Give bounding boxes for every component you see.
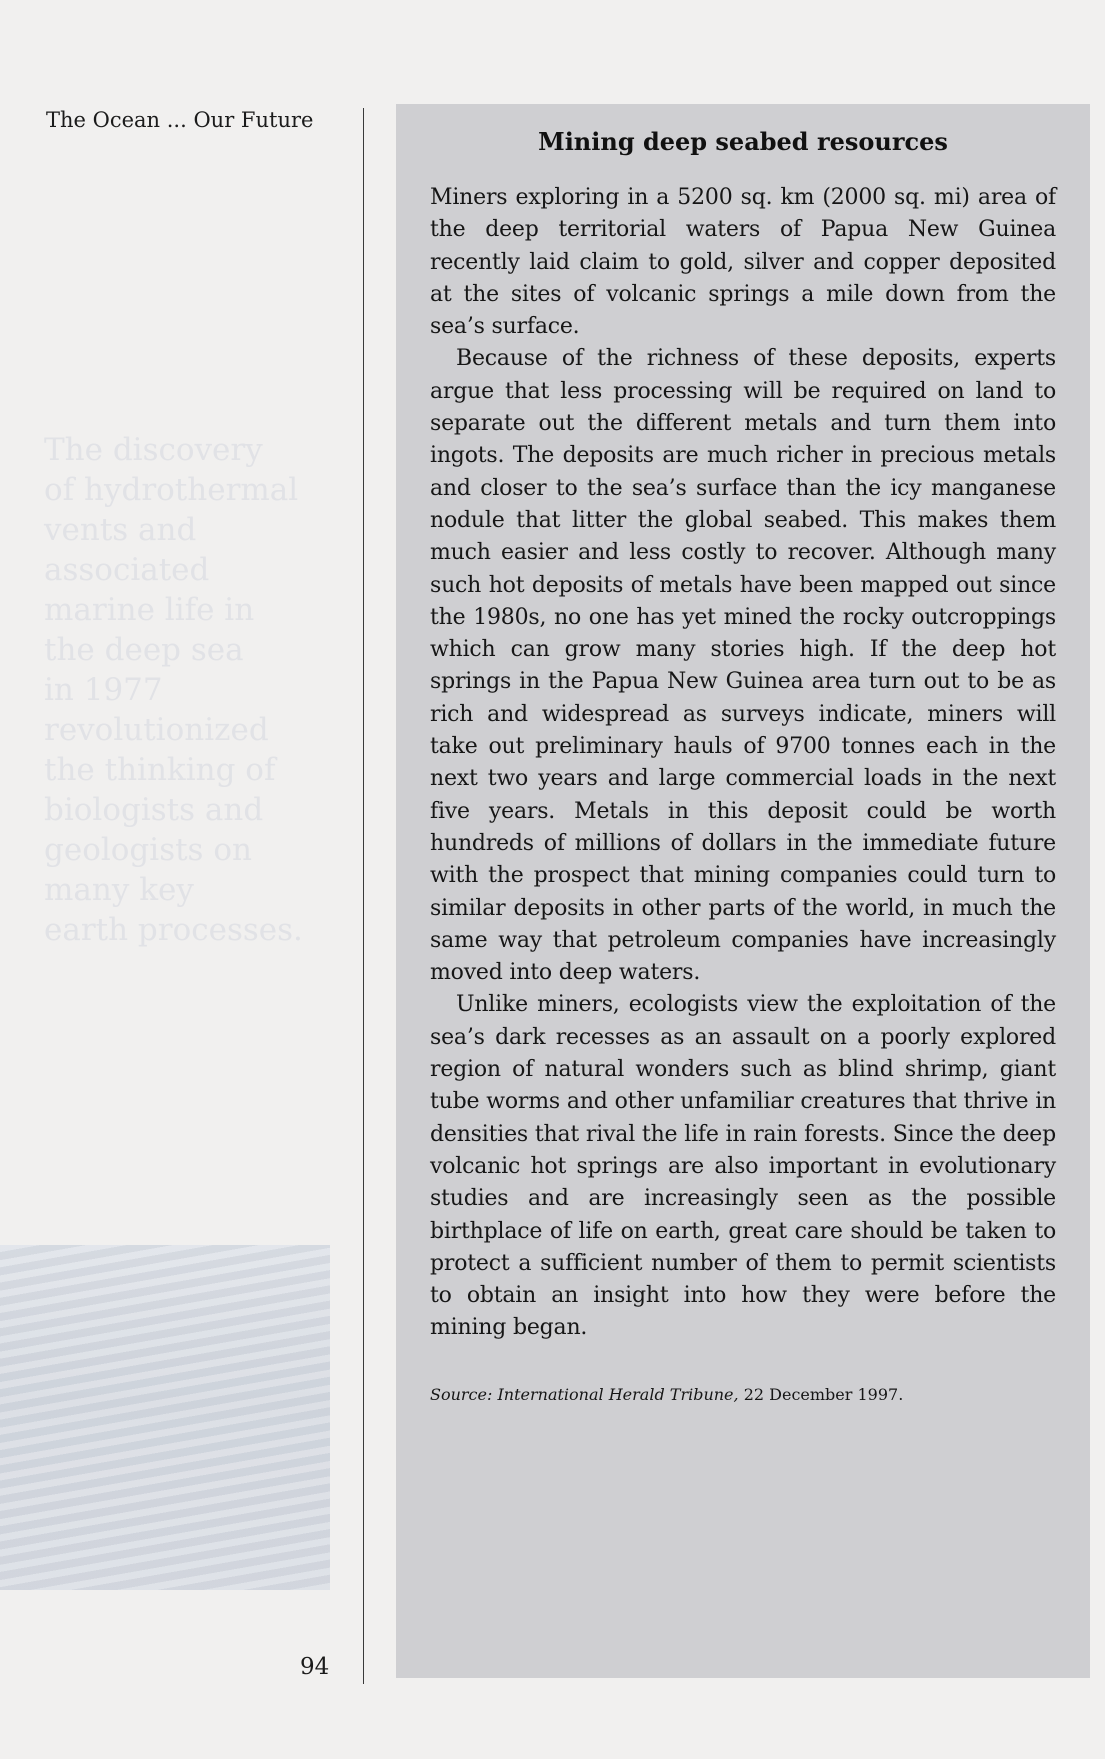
source-date: 22 December 1997.	[743, 1384, 904, 1404]
source-citation	[430, 1385, 1056, 1404]
faded-quote-line: earth processes.	[44, 912, 303, 948]
column-divider	[363, 108, 364, 1684]
body-paragraph: Because of the richness of these deposits, experts argue that less processing will be required on land to separate out the different metals and turn them into ingots. The deposits are much richer in precious metals and closer to the sea’s surface than the icy manganese nodule that litter the global seabed. This makes them much easier and less costly to recover. Although many such hot deposits of metals have been mapped out since the 1980s, no one has yet mined the rocky outcroppings which can grow many stories high. If the deep hot springs in the Papua New Guinea area turn out to be as rich and widespread as surveys indicate, miners will take out preliminary hauls of 9700 tonnes each in the next two years and large commercial loads in the next five years. Metals in this deposit could be worth hundreds of millions of dollars in the immediate future with the prospect that mining companies could turn to similar deposits in other parts of the world, in much the same way that petroleum companies have increasingly moved into deep waters.	[430, 346, 1056, 986]
show-through-image	[0, 1245, 330, 1590]
source-publication: International Herald Tribune,	[497, 1384, 739, 1404]
source-label: Source:	[430, 1384, 493, 1404]
faded-quote-line: the thinking of	[44, 752, 276, 788]
faded-quote-line: many key	[44, 872, 194, 908]
faded-quote-line: biologists and	[44, 792, 264, 828]
body-paragraph: Unlike miners, ecologists view the exploitation of the sea’s dark recesses as an assault on a poorly explored region of natural wonders such as blind shrimp, giant tube worms and other unfamiliar creatures that thrive in densities that rival the life in rain forests. Since the deep volcanic hot springs are also important in evolutionary studies and are increasingly seen as the possible birthplace of life on earth, great care should be taken to protect a sufficient number of them to permit scientists to obtain an insight into how they were before the mining began.	[430, 992, 1056, 1341]
page-number: 94	[300, 1654, 330, 1680]
faded-quote-line: in 1977	[44, 672, 163, 708]
faded-quote-line: geologists on	[44, 832, 252, 868]
box-body	[430, 182, 1056, 1345]
box-title: Mining deep seabed resources	[538, 127, 948, 156]
faded-quote-line: vents and	[44, 512, 197, 548]
faded-quote-line: marine life in	[44, 592, 255, 628]
faded-quote-line: revolutionized	[44, 712, 269, 748]
faded-quote-line: associated	[44, 552, 210, 588]
faded-pull-quote	[44, 430, 344, 950]
body-paragraph: Miners exploring in a 5200 sq. km (2000 sq. mi) area of the deep territorial waters of Papua New Guinea recently laid claim to gold, silver and copper deposited at the sites of volcanic springs a mile down from the sea’s surface.	[430, 185, 1056, 340]
faded-quote-line: the deep sea	[44, 632, 244, 668]
boxed-article	[396, 104, 1090, 1678]
faded-quote-line: The discovery	[44, 432, 263, 468]
running-head: The Ocean ... Our Future	[46, 108, 314, 132]
faded-quote-line: of hydrothermal	[44, 472, 299, 508]
